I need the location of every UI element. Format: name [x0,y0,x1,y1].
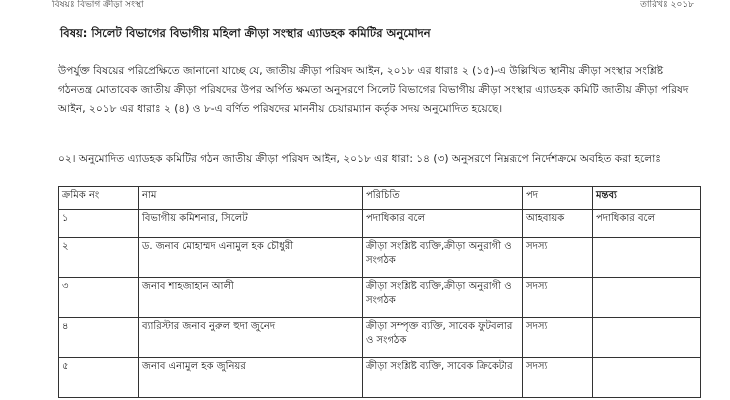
cell-post: সদস্য [523,318,593,358]
header-right-text: তারিখঃ ২০১৮ [640,0,694,10]
table-row [59,210,701,238]
cell-serial: ৪ [59,318,139,358]
cell-name: ড. জনাব মোহাম্মদ এনামুল হক চৌধুরী [139,238,363,278]
header-introduction: পরিচিতি [363,187,523,210]
cell-introduction: ক্রীড়া সংশ্লিষ্ট ব্যক্তি, সাবেক ক্রিকেটার [363,358,523,398]
table-row [59,238,701,278]
cell-name: বিভাগীয় কমিশনার, সিলেট [139,210,363,238]
subject-line: বিষয়: সিলেট বিভাগের বিভাগীয় মহিলা ক্রীড়া সংস্থার এ্যাডহক কমিটির অনুমোদন [60,26,431,40]
cell-remark [593,318,701,358]
cell-remark [593,238,701,278]
cell-introduction: ক্রীড়া সংশ্লিষ্ট ব্যক্তি,ক্রীড়া অনুরাগী ও সংগঠক [363,278,523,318]
cell-remark [593,358,701,398]
cell-post: আহবায়ক [523,210,593,238]
cropped-header-line [0,0,730,8]
cell-serial: ২ [59,238,139,278]
cell-remark [593,278,701,318]
cell-remark: পদাধিকার বলে [593,210,701,238]
header-remark: মন্তব্য [593,187,701,210]
table-row [59,318,701,358]
table-header-row [59,187,701,210]
cell-introduction: ক্রীড়া সম্পৃক্ত ব্যক্তি, সাবেক ফুটবলার ও সংগঠক [363,318,523,358]
header-post: পদ [523,187,593,210]
cell-introduction: ক্রীড়া সংশ্লিষ্ট ব্যক্তি,ক্রীড়া অনুরাগী ও সংগঠক [363,238,523,278]
cell-serial: ৫ [59,358,139,398]
cell-post: সদস্য [523,358,593,398]
cell-name: জনাব শাহজাহান আলী [139,278,363,318]
committee-table [58,186,701,398]
header-serial: ক্রমিক নং [59,187,139,210]
cell-post: সদস্য [523,278,593,318]
table-row [59,278,701,318]
paragraph-2: ০২। অনুমোদিত এ্যাডহক কমিটির গঠন জাতীয় ক্রীড়া পরিষদ আইন, ২০১৮ এর ধারা: ১৪ (৩) অনুসরণে নিম্নরূপে নির্দেশক্রমে অবহিত করা হলোঃ [58,153,661,165]
cell-introduction: পদাধিকার বলে [363,210,523,238]
cell-name: জনাব এনামুল হক জুনিয়র [139,358,363,398]
header-name: নাম [139,187,363,210]
header-left-text: বিষয়ঃ বিভাগ ক্রীড়া সংস্থা [52,0,144,10]
table-row [59,358,701,398]
cell-name: ব্যারিস্টার জনাব নুরুল হুদা জুনেদ [139,318,363,358]
cell-post: সদস্য [523,238,593,278]
paragraph-1: উপর্যুক্ত বিষয়ের পরিপ্রেক্ষিতে জানানো যাচ্ছে যে, জাতীয় ক্রীড়া পরিষদ আইন, ২০১৮ এর ধারাঃ ২ (১৫)-এ উল্লিখিত স্থানীয় ক্রীড়া সংস্থার সংশ্লিষ্ট গঠনতন্ত্র মোতাবেক জাতীয় ক্রীড়া পরিষদের উপর অর্পিত ক্ষমতা অনুসরণে সিলেট বিভাগের বিভাগীয় ক্রীড়া সংস্থার এ্যাডহক কমিটি জাতীয় ক্রীড়া পরিষদ আইন, ২০১৮ এর ধারাঃ ২ (৪) ও ৮-এ বর্ণিত পরিষদের মাননীয় চেয়ারম্যান কর্তৃক সদয় অনুমোদিত হয়েছে। [58,65,689,115]
cell-serial: ৩ [59,278,139,318]
cell-serial: ১ [59,210,139,238]
